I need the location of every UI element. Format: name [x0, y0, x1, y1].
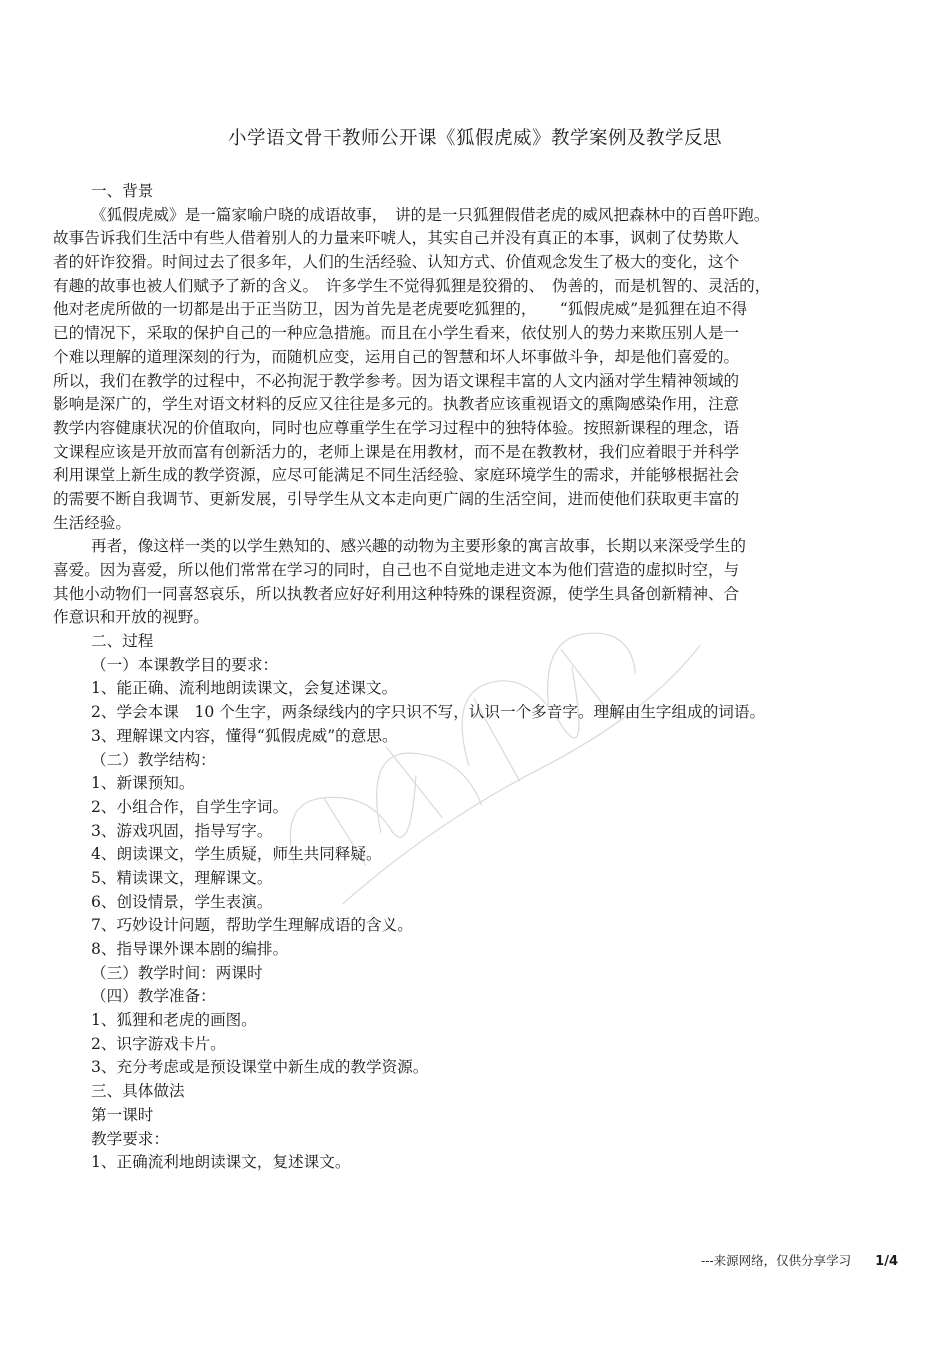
text-line: 4、朗读课文，学生质疑，师生共同释疑。: [91, 845, 382, 864]
text-line: 教学内容健康状况的价值取向，同时也应尊重学生在学习过程中的独特体验。按照新课程的理念，语: [53, 418, 740, 437]
text-line: 个难以理解的道理深刻的行为，而随机应变，运用自己的智慧和坏人坏事做斗争，却是他们喜爱的。: [53, 347, 740, 366]
text-line: 有趣的故事也被人们赋予了新的含义。 许多学生不觉得狐狸是狡猾的、 伪善的，而是机智的、灵活的，: [53, 276, 771, 295]
text-line: 2、识字游戏卡片。: [91, 1034, 226, 1053]
text-line: 他对老虎所做的一切都是出于正当防卫，因为首先是老虎要吃狐狸的， “狐假虎威”是狐狸在迫不得: [53, 300, 748, 319]
footer-source-note: ---来源网络，仅供分享学习: [700, 1253, 852, 1268]
text-line: 5、精读课文，理解课文。: [91, 868, 273, 887]
text-line: 1、能正确、流利地朗读课文，会复述课文。: [91, 679, 398, 698]
text-line: 3、游戏巩固，指导写字。: [91, 821, 273, 840]
document-title: 小学语文骨干教师公开课《狐假虎威》教学案例及教学反思: [227, 128, 722, 149]
text-line: 3、充分考虑或是预设课堂中新生成的教学资源。: [91, 1058, 429, 1077]
text-line: 1、新课预知。: [91, 774, 195, 793]
text-line: 所以，我们在教学的过程中，不必拘泥于教学参考。因为语文课程丰富的人文内涵对学生精神领域的: [53, 371, 740, 390]
text-line: 作意识和开放的视野。: [53, 608, 209, 627]
text-line: 2、学会本课 10 个生字，两条绿线内的字只识不写，认识一个多音字。理解由生字组成的词语。: [91, 703, 766, 722]
text-line: 利用课堂上新生成的教学资源，应尽可能满足不同生活经验、家庭环境学生的需求，并能够根据社会: [53, 466, 740, 485]
text-line: 生活经验。: [53, 513, 131, 532]
text-line: 8、指导课外课本剧的编排。: [91, 940, 289, 958]
text-line: 其他小动物们一同喜怒哀乐，所以执教者应好好利用这种特殊的课程资源，使学生具备创新精神、合: [53, 584, 740, 603]
page-footer: [701, 1251, 898, 1269]
text-line: 喜爱。因为喜爱，所以他们常常在学习的同时，自己也不自觉地走进文本为他们营造的虚拟时空，与: [53, 561, 740, 579]
document-body: [53, 180, 893, 1175]
text-line: 已的情况下，采取的保护自己的一种应急措施。而且在小学生看来，依仗别人的势力来欺压别人是一: [53, 324, 740, 343]
text-line: 二、过程: [91, 632, 154, 651]
text-line: 第一课时: [91, 1105, 154, 1124]
text-line: （一）本课教学目的要求：: [91, 655, 279, 674]
text-line: 6、创设情景，学生表演。: [91, 892, 273, 911]
text-line: 影响是深广的，学生对语文材料的反应又往往是多元的。执教者应该重视语文的熏陶感染作用，注意: [53, 395, 740, 414]
text-line: 再者，像这样一类的以学生熟知的、感兴趣的动物为主要形象的寓言故事，长期以来深受学生的: [91, 537, 746, 556]
text-line: 的需要不断自我调节、更新发展，引导学生从文本走向更广阔的生活空间，进而使他们获取更丰富的: [53, 489, 740, 508]
text-line: 《狐假虎威》是一篇家喻户晓的成语故事， 讲的是一只狐狸假借老虎的威风把森林中的百兽吓跑。: [91, 205, 770, 224]
text-line: 3、理解课文内容，懂得“狐假虎威”的意思。: [91, 726, 398, 745]
text-line: 一、背景: [91, 182, 154, 200]
text-line: 2、小组合作，自学生字词。: [91, 797, 289, 816]
text-line: 教学要求：: [91, 1129, 169, 1148]
text-line: （三）教学时间：两课时: [91, 963, 263, 982]
text-line: （四）教学准备：: [91, 987, 216, 1006]
text-line: 1、狐狸和老虎的画图。: [91, 1011, 257, 1030]
text-line: 7、巧妙设计问题，帮助学生理解成语的含义。: [91, 916, 413, 935]
page-number: 1/4: [875, 1254, 898, 1269]
text-line: 1、正确流利地朗读课文，复述课文。: [91, 1153, 351, 1172]
text-line: 文课程应该是开放而富有创新活力的，老师上课是在用教材，而不是在教教材，我们应着眼于并科学: [53, 442, 740, 461]
text-line: 三、具体做法: [91, 1082, 185, 1101]
text-line: （二）教学结构：: [91, 750, 216, 769]
text-line: 者的奸诈狡猾。时间过去了很多年，人们的生活经验、认知方式、价值观念发生了极大的变化，这个: [53, 253, 740, 272]
text-line: 故事告诉我们生活中有些人借着别人的力量来吓唬人，其实自己并没有真正的本事，讽刺了仗势欺人: [53, 229, 740, 248]
